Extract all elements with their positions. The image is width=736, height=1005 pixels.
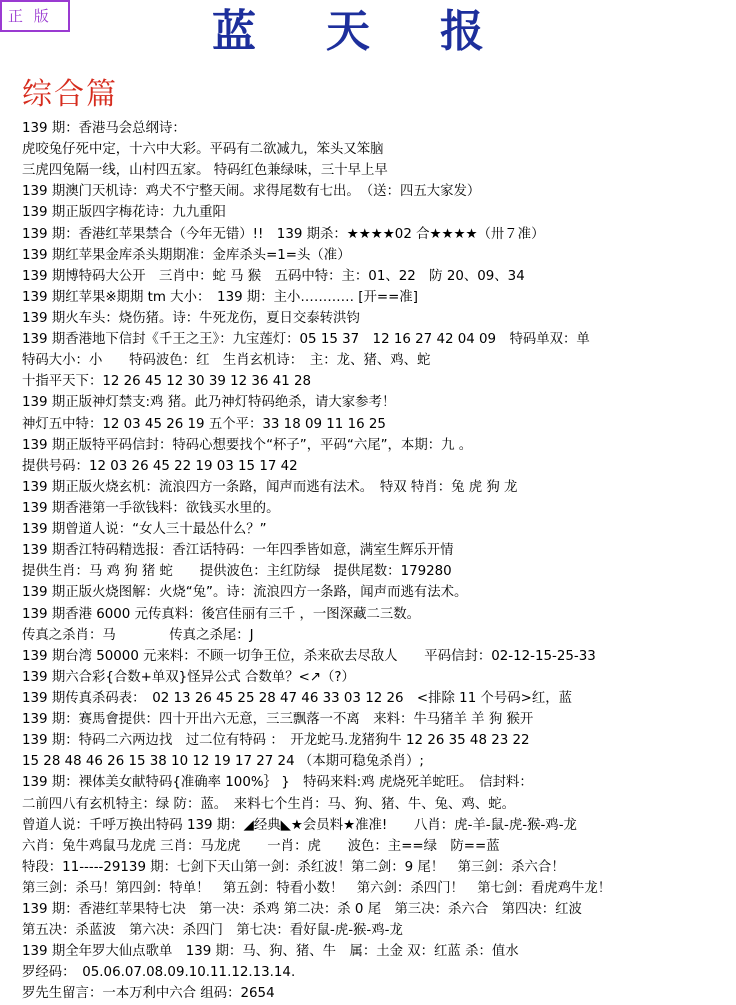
text-line: 提供生肖：马 鸡 狗 猪 蛇 提供波色：主红防绿 提供尾数：179280 bbox=[22, 564, 452, 580]
text-line: 139 期正版特平码信封：特码心想要找个“杯子”，平码“六尾”，本期：九 。 bbox=[22, 437, 473, 453]
section-heading: 综合篇 bbox=[22, 77, 118, 112]
text-line: 139 期澳门天机诗：鸡犬不宁整天闹。求得尾数有七出。 （送：四五大家发） bbox=[22, 184, 481, 200]
text-line: 139 期：香港红苹果禁合（今年无错）!! 139 期杀：★★★★02 合★★★★（卅７准） bbox=[22, 226, 545, 242]
text-line: 139 期正版神灯禁支:鸡 猪。此乃神灯特码绝杀，请大家参考！ bbox=[22, 395, 396, 411]
text-line: 传真之杀肖：马 传真之杀尾：J bbox=[22, 627, 254, 643]
text-line: 十指平天下：12 26 45 12 30 39 12 36 41 28 bbox=[22, 374, 312, 390]
text-line: 15 28 48 46 26 15 38 10 12 19 17 27 24 （本期可稳兔杀肖）; bbox=[22, 754, 424, 770]
text-line: 139 期：香港马会总纲诗： bbox=[22, 121, 186, 136]
text-line: 三虎四兔隔一线，山村四五家。 特码红色兼绿味，三十早上早 bbox=[22, 163, 388, 179]
text-line: 第三剑：杀马！第四剑：特单！ 第五剑：特看小数！ 第六剑：杀四门！ 第七剑：看虎鸡牛龙！ bbox=[22, 880, 612, 896]
text-line: 第五决：杀蓝波 第六决：杀四门 第七决：看好鼠-虎-猴-鸡-龙 bbox=[22, 923, 403, 939]
text-line: 139 期红苹果金库杀头期期准：金库杀头=1=头（准） bbox=[22, 247, 351, 263]
text-line: 提供号码：12 03 26 45 22 19 03 15 17 42 bbox=[22, 458, 298, 474]
text-line: 139 期香港第一手欲钱料：欲钱买水里的。 bbox=[22, 500, 280, 516]
text-line: 139 期：赛馬會提供：四十开出六无意，三三飘落一不离 来料：牛马猪羊 羊 狗 猴开 bbox=[22, 712, 534, 728]
text-line: 特码大小：小 特码波色：红 生肖玄机诗： 主：龙、猪、鸡、蛇 bbox=[22, 353, 431, 369]
title-char-3: 报 bbox=[440, 6, 484, 57]
text-line: 139 期香港 6000 元传真料：後宫佳丽有三千 ，一图深藏二三数。 bbox=[22, 606, 421, 622]
text-line: 罗先生留言：一本万利中六合 组码：2654 bbox=[22, 986, 275, 1002]
text-line: 139 期：香港红苹果特七决 第一决：杀鸡 第二决：杀 0 尾 第三决：杀六合 第四决：红波 bbox=[22, 902, 582, 918]
text-line: 139 期曾道人说：“女人三十最怂什么？” bbox=[22, 522, 267, 538]
text-line: 139 期传真杀码表： 02 13 26 45 25 28 47 46 33 03 12 26 <排除 11 个号码>红，蓝 bbox=[22, 690, 573, 706]
text-line: 139 期：特码二六两边找 过二位有特码 ： 开龙蛇马.龙猪狗牛 12 26 35 48 23 22 bbox=[22, 733, 530, 749]
page-title bbox=[0, 6, 736, 62]
text-line: 139 期博特码大公开 三肖中：蛇 马 猴 五码中特：主：01、22 防 20、09、34 bbox=[22, 268, 525, 284]
content-body bbox=[22, 118, 732, 1005]
text-line: 139 期六合彩{合数+单双}怪异公式 合数单？<↗（?） bbox=[22, 669, 355, 685]
text-line: 神灯五中特：12 03 45 26 19 五个平：33 18 09 11 16 25 bbox=[22, 416, 386, 432]
text-line: 139 期正版火烧图解：火烧“兔”。诗：流浪四方一条路，闻声而逃有法术。 bbox=[22, 585, 468, 601]
text-line: 虎咬兔仔死中定，十六中大彩。平码有二欲减九，笨头又笨脑 bbox=[22, 142, 384, 158]
edition-badge: 正 版 bbox=[0, 0, 70, 32]
text-line: 139 期正版火烧玄机：流浪四方一条路，闻声而逃有法术。 特双 特肖：兔 虎 狗 龙 bbox=[22, 479, 518, 495]
text-line: 曾道人说：千呼万换出特码 139 期：◢经典◣★会员料★准准! 八肖：虎-羊-鼠-虎-猴-鸡-龙 bbox=[22, 817, 577, 833]
text-line: 139 期台湾 50000 元来料：不顾一切争王位，杀来砍去尽敌人 平码信封：02-12-15-25-33 bbox=[22, 648, 596, 664]
text-line: 139 期正版四字梅花诗：九九重阳 bbox=[22, 205, 226, 221]
text-line: 139 期火车头：烧伤猪。诗：牛死龙伤，夏日交泰转洪钧 bbox=[22, 310, 360, 326]
text-line: 139 期香港地下信封《千王之王》：九宝莲灯：05 15 37 12 16 27 42 04 09 特码单双：单 bbox=[22, 332, 590, 348]
text-line: 139 期香江特码精选报：香江话特码：一年四季皆如意，满室生辉乐开情 bbox=[22, 543, 454, 559]
text-line: 罗经码： 05.06.07.08.09.10.11.12.13.14. bbox=[22, 965, 296, 981]
title-char-1: 蓝 bbox=[212, 6, 256, 57]
text-line: 139 期红苹果※期期 tm 大小： 139 期：主小………… [开==准] bbox=[22, 289, 418, 305]
text-line: 六肖：兔牛鸡鼠马龙虎 三肖：马龙虎 一肖：虎 波色：主==绿 防==蓝 bbox=[22, 838, 500, 854]
text-line: 特段：11-----29139 期：七剑下天山第一剑：杀红波！第二剑：9 尾！ 第三剑：杀六合！ bbox=[22, 859, 565, 875]
text-line: 139 期：裸体美女献特码{准确率 100%｝ } 特码来料:鸡 虎烧死羊蛇旺。 信封料： bbox=[22, 775, 533, 791]
text-line: 139 期全年罗大仙点歌单 139 期：马、狗、猪、牛 属：土金 双：红蓝 杀：值水 bbox=[22, 944, 519, 960]
title-char-2: 天 bbox=[326, 6, 370, 57]
text-line: 二前四八有玄机特主：绿 防：蓝。 来料七个生肖：马、狗、猪、牛、兔、鸡、蛇。 bbox=[22, 796, 516, 812]
